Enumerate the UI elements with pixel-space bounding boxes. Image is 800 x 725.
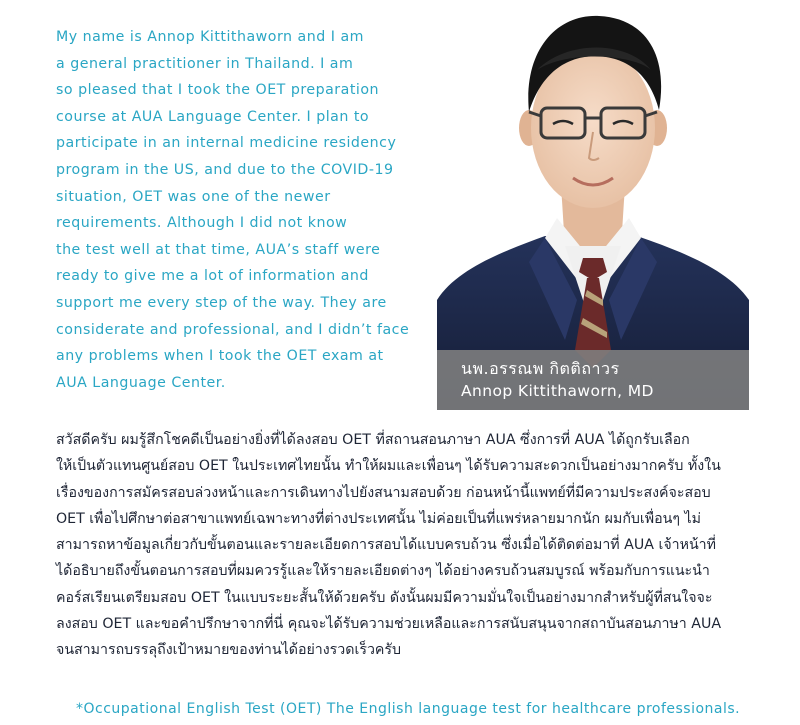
testimonial-line: so pleased that I took the OET preparation	[56, 82, 380, 99]
thai-line: ให้เป็นตัวแทนศูนย์สอบ OET ในประเทศไทยนั้น ทำให้ผมและเพื่อนๆ ได้รับความสะดวกเป็นอย่างมากครับ ทั้งใน	[56, 458, 721, 475]
thai-line: OET เพื่อไปศึกษาต่อสาขาแพทย์เฉพาะทางที่ต่างประเทศนั้น ไม่ค่อยเป็นที่แพร่หลายมากนัก ผมกับเพื่อนๆ ไม่	[56, 510, 701, 527]
testimonial-line: any problems when I took the OET exam at	[56, 348, 384, 365]
testimonial-line: situation, OET was one of the newer	[56, 188, 331, 205]
caption-thai-name: นพ.อรรณพ กิตติถาวร	[461, 359, 620, 378]
testimonial-line: requirements. Although I did not know	[56, 215, 348, 232]
testimonial-english	[56, 24, 436, 396]
doctor-portrait	[437, 0, 749, 410]
testimonial-line: considerate and professional, and I didn’t face	[56, 321, 410, 338]
oet-footnote: *Occupational English Test (OET) The English language test for healthcare professionals.	[76, 701, 741, 717]
testimonial-line: a general practitioner in Thailand. I am	[56, 55, 354, 72]
thai-line: จนสามารถบรรลุถึงเป้าหมายของท่านได้อย่างรวดเร็วครับ	[56, 642, 402, 659]
thai-line: สามารถหาข้อมูลเกี่ยวกับขั้นตอนและรายละเอียดการสอบได้แบบครบถ้วน ซึ่งเมื่อได้ติดต่อมาที่ AUA เจ้าหน้าที่	[56, 537, 716, 554]
testimonial-line: course at AUA Language Center. I plan to	[56, 108, 370, 125]
testimonial-line: support me every step of the way. They are	[56, 294, 387, 311]
testimonial-line: program in the US, and due to the COVID-19	[56, 161, 394, 178]
testimonial-thai	[56, 427, 756, 664]
thai-line: สวัสดีครับ ผมรู้สึกโชคดีเป็นอย่างยิ่งที่ได้ลงสอบ OET ที่สถานสอนภาษา AUA ซึ่งการที่ AUA ได้ถูกรับเลือก	[56, 432, 690, 448]
thai-line: ลงสอบ OET และขอคำปรึกษาจากที่นี่ คุณจะได้รับความช่วยเหลือและการสนับสนุนจากสถาบันสอนภาษา AUA	[56, 616, 722, 633]
caption-english-name: Annop Kittithaworn, MD	[461, 382, 654, 400]
thai-line: ได้อธิบายถึงขั้นตอนการสอบที่ผมควรรู้และให้รายละเอียดต่างๆ ได้อย่างครบถ้วนสมบูรณ์ พร้อมกับการแนะนำ	[56, 563, 710, 580]
portrait-photo	[437, 0, 749, 410]
testimonial-line: the test well at that time, AUA’s staff were	[56, 241, 381, 258]
portrait-caption	[437, 350, 749, 410]
testimonial-line: ready to give me a lot of information and	[56, 268, 369, 285]
testimonial-line: participate in an internal medicine residency	[56, 135, 397, 152]
thai-line: คอร์สเรียนเตรียมสอบ OET ในแบบระยะสั้นให้ด้วยครับ ดังนั้นผมมีความมั่นใจเป็นอย่างมากสำหรับผู้ที่สนใจจะ	[56, 589, 713, 606]
testimonial-line: My name is Annop Kittithaworn and I am	[56, 29, 364, 45]
testimonial-line: AUA Language Center.	[56, 374, 226, 391]
thai-line: เรื่องของการสมัครสอบล่วงหน้าและการเดินทางไปยังสนามสอบด้วย ก่อนหน้านี้แพทย์ที่มีความประสงค์จะสอบ	[56, 484, 711, 501]
